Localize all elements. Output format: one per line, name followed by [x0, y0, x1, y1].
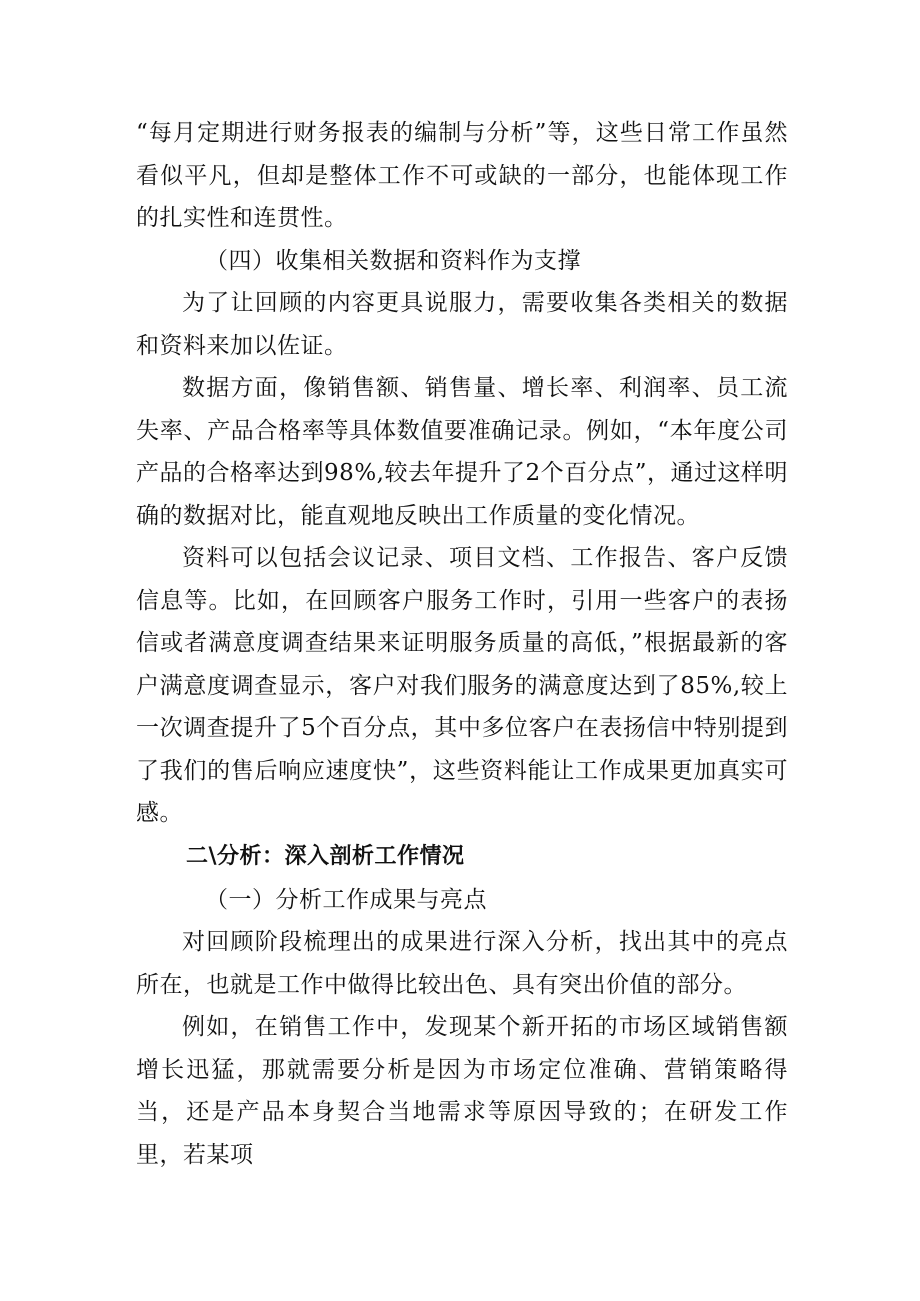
paragraph-collect-intro: 为了让回顾的内容更具说服力，需要收集各类相关的数据和资料来加以佐证。: [136, 290, 788, 359]
document-body: [136, 112, 788, 1176]
subheading-collect-data: （四）收集相关数据和资料作为支撑: [205, 247, 581, 274]
paragraph-analyze-intro: 对回顾阶段梳理出的成果进行深入分析，找出其中的亮点所在，也就是工作中做得比较出色、具有突出价值的部分。: [136, 929, 788, 998]
paragraph-data-aspect: 数据方面，像销售额、销售量、增长率、利润率、员工流失率、产品合格率等具体数值要准确记录。例如，“本年度公司产品的合格率达到98%,较去年提升了2个百分点”，通过这样明确的数据对比，能直观地反映出工作质量的变化情况。: [136, 375, 788, 529]
paragraph-continuation: “每月定期进行财务报表的编制与分析”等，这些日常工作虽然看似平凡，但却是整体工作不可或缺的一部分，也能体现工作的扎实性和连贯性。: [136, 120, 788, 231]
section-heading-analysis: 二\分析：深入剖析工作情况: [186, 843, 465, 869]
paragraph-materials-aspect: 资料可以包括会议记录、项目文档、工作报告、客户反馈信息等。比如，在回顾客户服务工作时，引用一些客户的表扬信或者满意度调查结果来证明服务质量的高低，”根据最新的客户满意度调查显示，客户对我们服务的满意度达到了85%,较上一次调查提升了5个百分点，其中多位客户在表扬信中特别提到了我们的售后响应速度快”，这些资料能让工作成果更加真实可感。: [136, 545, 788, 826]
paragraph-analyze-example: 例如，在销售工作中，发现某个新开拓的市场区域销售额增长迅猛，那就需要分析是因为市场定位准确、营销策略得当，还是产品本身契合当地需求等原因导致的；在研发工作里，若某项: [136, 1014, 788, 1168]
subheading-analyze-results: （一）分析工作成果与亮点: [205, 886, 487, 913]
